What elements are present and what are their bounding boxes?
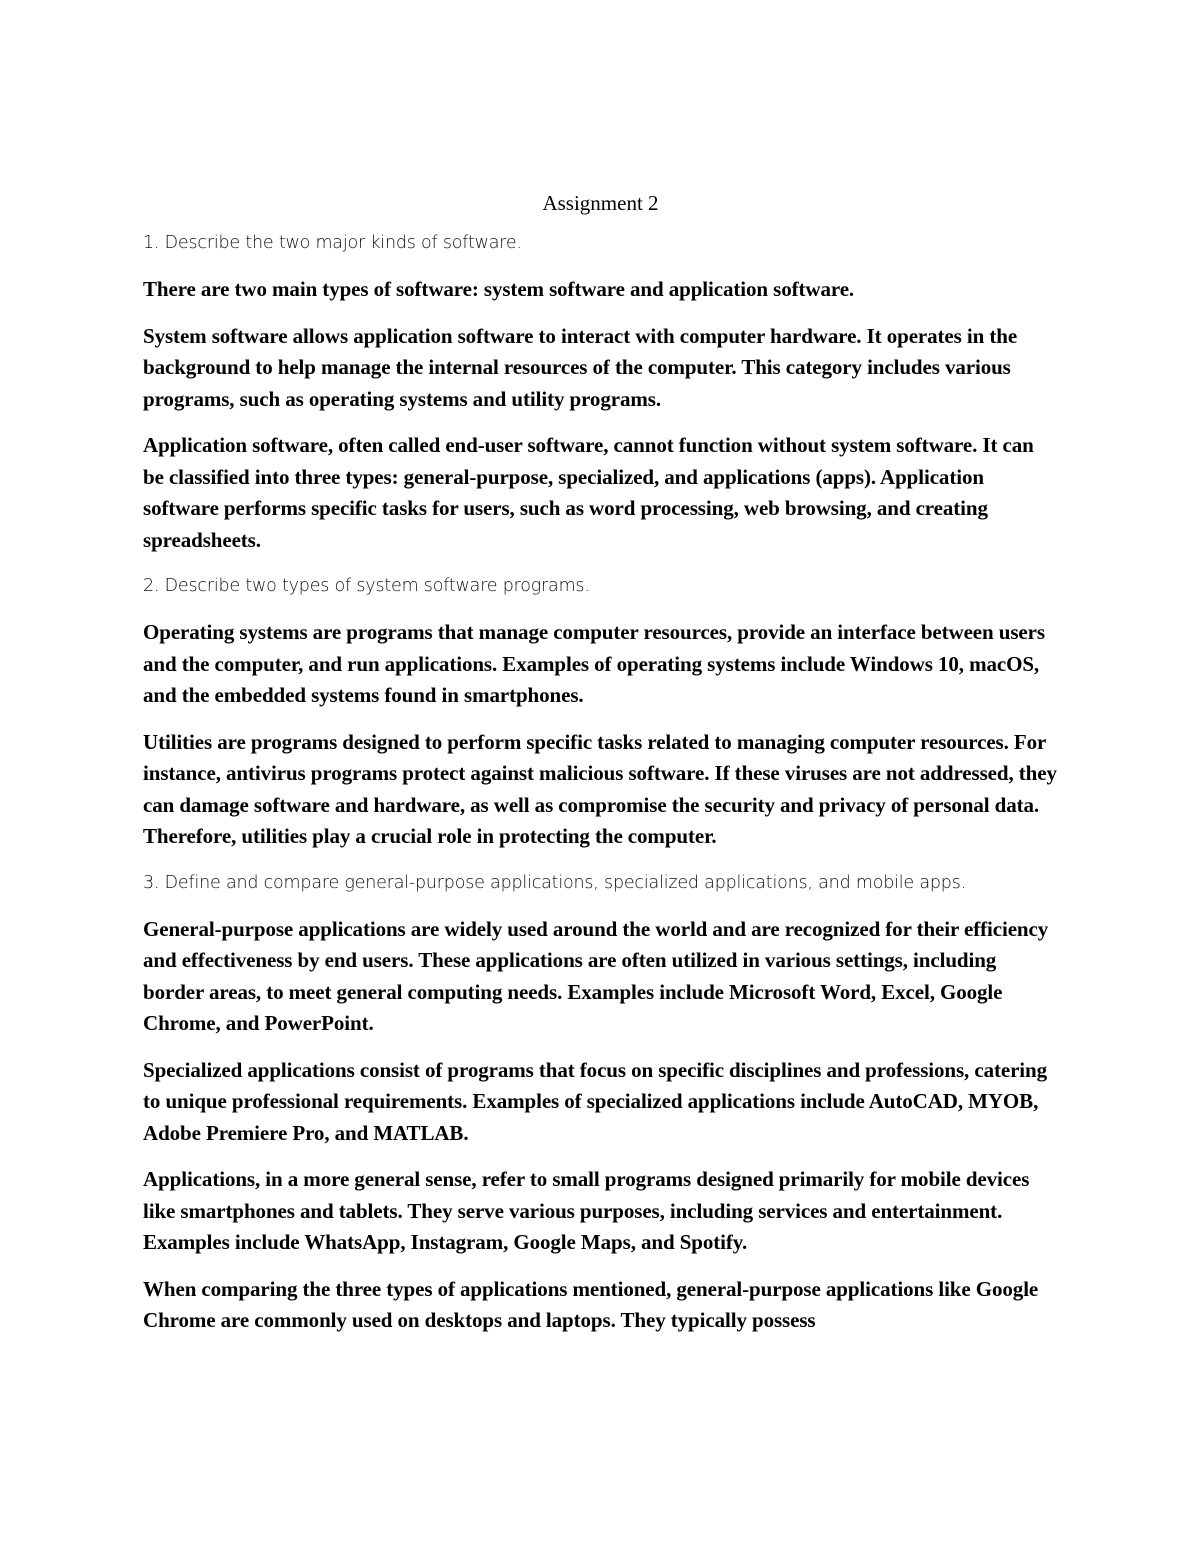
answer-paragraph: When comparing the three types of applications mentioned, general-purpose applications like Google Chrome are commonly used on desktops and laptops. They typically possess <box>143 1276 1039 1332</box>
answer-paragraph: Specialized applications consist of programs that focus on specific disciplines and professions, catering to unique professional requirements. Examples of specialized applications include AutoCAD, MYOB, Adobe Premiere Pro, and MATLAB. <box>143 1057 1048 1145</box>
answer-paragraph: Application software, often called end-user software, cannot function without system software. It can be classified into three types: general-purpose, specialized, and applications (apps). Application software performs specific tasks for users, such as word processing, web browsing, and creating spreadsheets. <box>143 433 1034 552</box>
document-body <box>143 188 1058 1352</box>
question-1: 1. Describe the two major kinds of software. <box>143 233 522 253</box>
answer-paragraph: System software allows application software to interact with computer hardware. It operates in the background to help manage the internal resources of the computer. This category includes various programs, such as operating systems and utility programs. <box>143 323 1018 411</box>
document-title: Assignment 2 <box>542 191 659 215</box>
answer-paragraph: General-purpose applications are widely used around the world and are recognized for their efficiency and effectiveness by end users. These applications are often utilized in various settings, including border areas, to meet general computing needs. Examples include Microsoft Word, Excel, Google Chrome, and PowerPoint. <box>143 916 1049 1035</box>
answer-paragraph: There are two main types of software: system software and application software. <box>143 277 855 301</box>
answer-paragraph: Operating systems are programs that manage computer resources, provide an interface between users and the computer, and run applications. Examples of operating systems include Windows 10, macOS, and the embedded systems found in smartphones. <box>143 620 1045 707</box>
question-2: 2. Describe two types of system software programs. <box>143 576 590 596</box>
question-3: 3. Define and compare general-purpose applications, specialized applications, and mobile apps. <box>143 872 966 893</box>
answer-paragraph: Applications, in a more general sense, refer to small programs designed primarily for mobile devices like smartphones and tablets. They serve various purposes, including services and entertainment. Examples include WhatsApp, Instagram, Google Maps, and Spotify. <box>143 1167 1030 1254</box>
answer-paragraph: Utilities are programs designed to perform specific tasks related to managing computer resources. For instance, antivirus programs protect against malicious software. If these viruses are not addressed, they can damage software and hardware, as well as compromise the security and privacy of personal data. Therefore, utilities play a crucial role in protecting the computer. <box>143 729 1057 848</box>
